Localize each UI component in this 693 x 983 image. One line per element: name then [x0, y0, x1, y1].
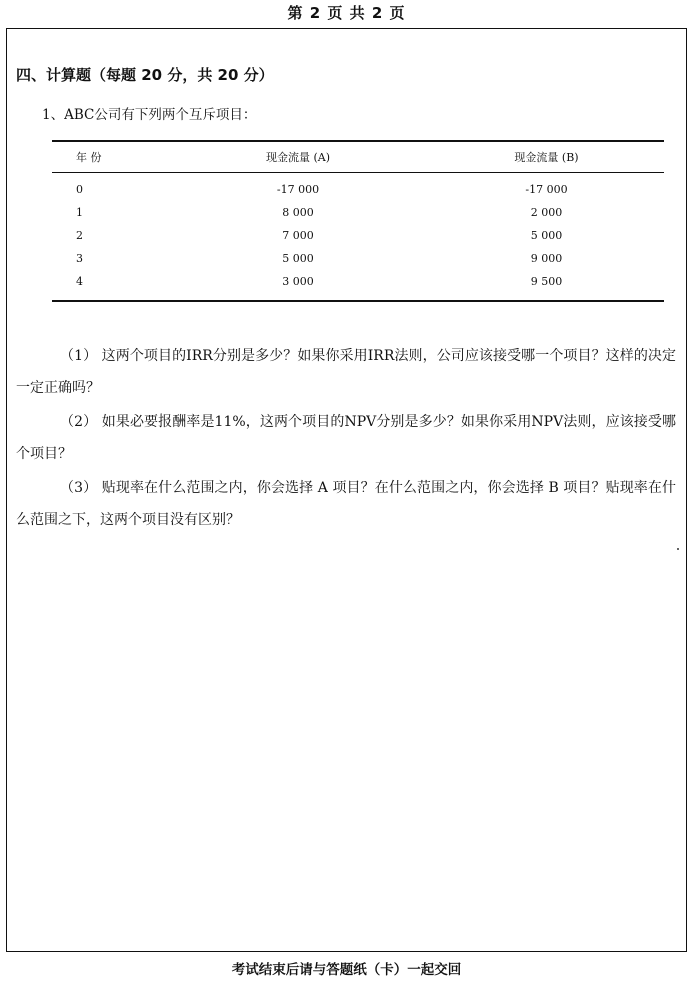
- cash-flow-b-cell: 9 500: [429, 270, 664, 301]
- table-row: [52, 201, 664, 224]
- year-column-header: 年 份: [52, 141, 167, 173]
- cash-flow-b-cell: 9 000: [530, 252, 563, 265]
- question-intro: 1、ABC公司有下列两个互斥项目：: [42, 107, 257, 123]
- section-title: 四、计算题（每题 20 分，共 20 分）: [16, 66, 274, 84]
- year-cell: 2: [76, 229, 83, 242]
- sub-question-1: （1） 这两个项目的IRR分别是多少？如果你采用IRR法则，公司应该接受哪一个项目？这样的决定一定正确吗？: [16, 348, 676, 396]
- cash-flow-a-cell: 8 000: [282, 206, 314, 219]
- table-row: [52, 270, 664, 301]
- table-row: [52, 173, 664, 202]
- table-row: [52, 247, 664, 270]
- cash-flow-b-cell: 2 000: [530, 206, 563, 219]
- page-number-label: 第 2 页 共 2 页: [287, 4, 406, 22]
- cash-flow-b-cell: 5 000: [530, 229, 563, 242]
- cash-flow-b-column-header: 现金流量 (B): [429, 141, 664, 173]
- cash-flow-a-cell: 7 000: [282, 229, 314, 242]
- year-cell: 3: [76, 252, 83, 265]
- sub-question-2: （2） 如果必要报酬率是11%，这两个项目的NPV分别是多少？如果你采用NPV法则，应该接受哪个项目？: [16, 414, 676, 462]
- year-cell: 4: [52, 270, 167, 301]
- cash-flow-b-cell: -17 000: [525, 183, 568, 196]
- table-header-row: [52, 141, 664, 173]
- cash-flow-table: [52, 140, 664, 302]
- sub-question-3: （3） 贴现率在什么范围之内，你会选择 A 项目？在什么范围之内，你会选择 B 项目？贴现率在什么范围之下，这两个项目没有区别？: [16, 480, 676, 528]
- cash-flow-a-cell: 5 000: [282, 252, 314, 265]
- cash-flow-a-column-header: 现金流量 (A): [167, 141, 429, 173]
- table-row: [52, 224, 664, 247]
- scan-speck: [677, 548, 679, 550]
- year-cell: 0: [76, 183, 83, 196]
- cash-flow-a-cell: 3 000: [167, 270, 429, 301]
- year-cell: 1: [76, 206, 83, 219]
- cash-flow-a-cell: -17 000: [276, 183, 320, 196]
- page-footer-note: 考试结束后请与答题纸（卡）一起交回: [231, 962, 462, 978]
